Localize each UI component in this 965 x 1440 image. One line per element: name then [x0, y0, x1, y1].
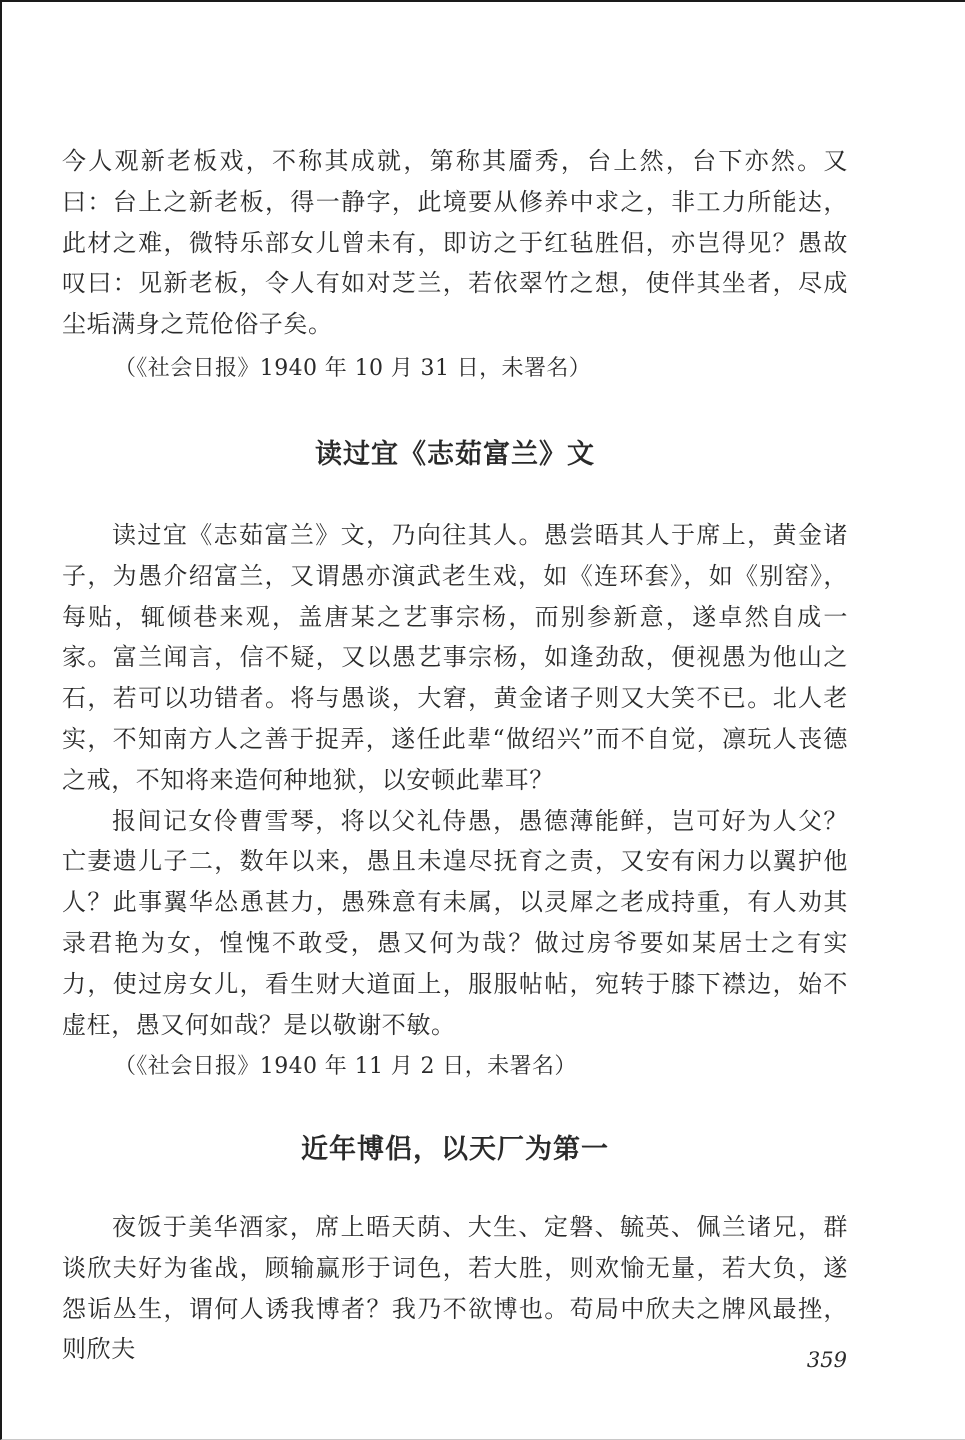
body-paragraph: 读过宜《志茹富兰》文，乃向往其人。愚尝晤其人于席上，黄金诸子，为愚介绍富兰，又谓愚亦演武老生戏，如《连环套》，如《别窑》，每贴，辄倾巷来观，盖唐某之艺事宗杨，而别参新意，遂卓然自成一家。富兰闻言，信不疑，又以愚艺事宗杨，如逢劲敌，便视愚为他山之石，若可以功错者。将与愚谈，大窘，黄金诸子则又大笑不已。北人老实，不知南方人之善于捉弄，遂任此辈“做绍兴”而不自觉，凛玩人丧德之戒，不知将来造何种地狱，以安顿此辈耳？ [62, 521, 848, 794]
source-citation: （《社会日报》1940 年 11 月 2 日，未署名） [114, 1054, 577, 1080]
section-3 [62, 1127, 848, 1166]
section-2-body [62, 515, 848, 1087]
body-paragraph: 报间记女伶曹雪琴，将以父礼侍愚，愚德薄能鲜，岂可好为人父？亡妻遗儿子二，数年以来，愚且未遑尽抚育之责，又安有闲力以翼护他人？此事翼华怂恿甚力，愚殊意有未属，以灵犀之老成持重，有人劝其录君艳为女，惶愧不敢受，愚又何为哉？做过房爷要如某居士之有实力，使过房女儿，看生财大道面上，服服帖帖，宛转于膝下襟边，始不虚枉，愚又何如哉？是以敬谢不敏。 [62, 806, 848, 1039]
section-2 [62, 432, 848, 471]
section-1 [62, 141, 848, 389]
page-number: 359 [806, 1348, 847, 1372]
article-title: 读过宜《志茹富兰》文 [315, 439, 595, 470]
body-paragraph: 夜饭于美华酒家，席上晤天荫、大生、定磐、毓英、佩兰诸兄，群谈欣夫好为雀战，顾输赢形于词色，若大胜，则欢愉无量，若大负，遂怨诟丛生，谓何人诱我博者？我乃不欲博也。苟局中欣夫之牌风最挫，则欣夫 [62, 1213, 848, 1364]
body-paragraph: 今人观新老板戏，不称其成就，第称其靥秀，台上然，台下亦然。又曰：台上之新老板，得一静字，此境要从修养中求之，非工力所能达，此材之难，微特乐部女儿曾未有，即访之于红毡胜侣，亦岂得见？愚故叹曰：见新老板，令人有如对芝兰，若依翠竹之想，使伴其坐者，尽成尘垢满身之荒伧俗子矣。 [62, 147, 848, 339]
source-citation: （《社会日报》1940 年 10 月 31 日，未署名） [114, 355, 592, 381]
article-title: 近年博侣，以天厂为第一 [301, 1134, 609, 1165]
section-3-body [62, 1207, 848, 1370]
